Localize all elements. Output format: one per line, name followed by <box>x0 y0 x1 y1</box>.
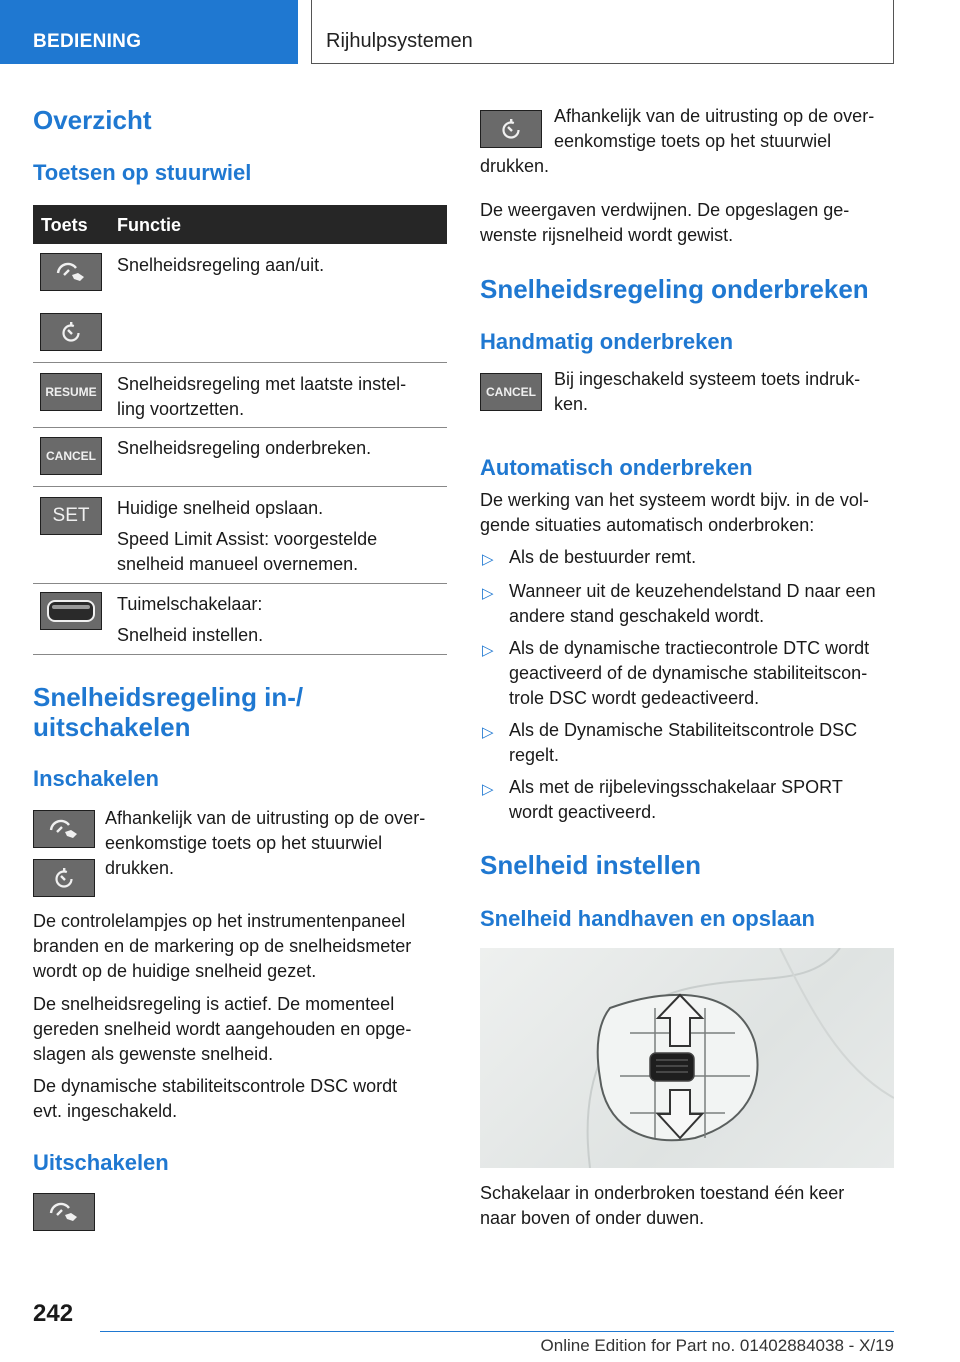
cancel-key <box>480 373 542 411</box>
text-line: geactiveerd of de dynamische stabiliteitscon- <box>509 663 868 683</box>
page-title: Overzicht <box>33 105 152 135</box>
row2-line1: Snelheidsregeling met laatste instel- <box>117 374 407 394</box>
section-pause-heading: Snelheidsregeling onderbreken <box>480 274 869 304</box>
inschakelen-p1 <box>105 806 425 881</box>
footer-edition: Online Edition for Part no. 01402884038 - X/19 <box>540 1336 894 1355</box>
inschakelen-p4 <box>33 1074 397 1124</box>
inschakelen-p3 <box>33 992 411 1067</box>
list-item <box>509 636 869 711</box>
text-line: De weergaven verdwijnen. De opgeslagen ge- <box>480 200 850 220</box>
uitschakelen-heading: Uitschakelen <box>33 1150 169 1175</box>
section-tab <box>0 0 298 64</box>
text-line: branden en de markering op de snelheidsmeter <box>33 936 412 956</box>
right-p1-a <box>554 104 874 154</box>
text-line: Schakelaar in onderbroken toestand één keer <box>480 1183 845 1203</box>
speedometer-icon <box>40 313 102 351</box>
text-line: Als de Dynamische Stabiliteitscontrole DSC <box>509 720 858 740</box>
text-line: Als met de rijbelevingsschakelaar SPORT <box>509 777 843 797</box>
table-divider <box>33 583 447 584</box>
chapter-label: Rijhulpsystemen <box>326 30 473 52</box>
text-line: ken. <box>554 394 589 414</box>
table-divider <box>33 654 447 655</box>
text-line: gereden snelheid wordt aangehouden en opge- <box>33 1019 412 1039</box>
cancel-key <box>40 437 102 475</box>
steering-wheel-illustration <box>480 948 894 1168</box>
speedometer-hand-icon <box>33 1193 95 1231</box>
section-speed-heading: Snelheid instellen <box>480 850 702 880</box>
text-line: trole DSC wordt gedeactiveerd. <box>509 688 760 708</box>
text-line: drukken. <box>105 858 175 878</box>
text-line: Als de dynamische tractiecontrole DTC wordt <box>509 638 870 658</box>
footer-divider <box>100 1331 894 1332</box>
set-key-label: SET <box>52 505 90 526</box>
manual-text <box>554 367 860 417</box>
list-item <box>509 718 857 768</box>
row2-text <box>117 372 406 422</box>
auto-heading: Automatisch onderbreken <box>480 455 753 480</box>
cancel-key-label: CANCEL <box>46 449 96 463</box>
text-line: De dynamische stabiliteitscontrole DSC wordt <box>33 1076 398 1096</box>
list-item <box>509 545 696 570</box>
subtitle-keys: Toetsen op stuurwiel <box>33 160 252 185</box>
list-item <box>509 775 843 825</box>
row4-line3: snelheid manueel overnemen. <box>117 554 359 574</box>
text-line: andere stand geschakeld wordt. <box>509 606 765 626</box>
text-line: wordt geactiveerd. <box>509 802 657 822</box>
row1-text <box>117 253 324 278</box>
speedometer-hand-icon <box>33 810 95 848</box>
text-line: wenste rijsnelheid wordt gewist. <box>480 225 734 245</box>
manual-heading: Handmatig onderbreken <box>480 329 734 354</box>
row5-line2: Snelheid instellen. <box>117 625 264 645</box>
row2-line2: ling voortzetten. <box>117 399 245 419</box>
text-line: Als de bestuurder remt. <box>509 547 697 567</box>
text-line: evt. ingeschakeld. <box>33 1101 178 1121</box>
text-line: De snelheidsregeling is actief. De momenteel <box>33 994 395 1014</box>
row4-line2: Speed Limit Assist: voorgestelde <box>117 529 378 549</box>
text-line: slagen als gewenste snelheid. <box>33 1044 274 1064</box>
speedometer-icon <box>33 859 95 897</box>
text-line: Afhankelijk van de uitrusting op de over- <box>554 106 875 126</box>
text-line: De controlelampjes op het instrumentenpaneel <box>33 911 406 931</box>
resume-key-label: RESUME <box>45 385 97 399</box>
text-line: Bij ingeschakeld systeem toets indruk- <box>554 369 861 389</box>
auto-intro <box>480 488 869 538</box>
table-divider <box>33 427 447 428</box>
row1-line: Snelheidsregeling aan/uit. <box>117 255 325 275</box>
table-divider <box>33 486 447 487</box>
col-functie: Functie <box>117 215 182 235</box>
list-item <box>509 579 876 629</box>
section-onoff-heading <box>33 682 303 742</box>
text-line: gende situaties automatisch onderbroken: <box>480 515 815 535</box>
speedometer-icon <box>480 110 542 148</box>
row4-text <box>117 496 377 577</box>
row5-line1: Tuimelschakelaar: <box>117 594 263 614</box>
cancel-key-label: CANCEL <box>486 385 536 399</box>
section-label: BEDIENING <box>33 31 142 52</box>
row4-line1: Huidige snelheid opslaan. <box>117 498 324 518</box>
right-p2 <box>480 198 849 248</box>
text-line: eenkomstige toets op het stuurwiel <box>554 131 832 151</box>
text-line: eenkomstige toets op het stuurwiel <box>105 833 383 853</box>
rocker-switch-icon <box>40 592 102 630</box>
section-onoff-line1: Snelheidsregeling in-/ <box>33 682 304 712</box>
row3-line: Snelheidsregeling onderbreken. <box>117 438 372 458</box>
hold-heading: Snelheid handhaven en opslaan <box>480 906 815 931</box>
bullet-icon: ▷ <box>482 781 494 798</box>
text-line: De werking van het systeem wordt bijv. in de vol- <box>480 490 869 510</box>
text-line: regelt. <box>509 745 560 765</box>
page-number: 242 <box>33 1300 74 1327</box>
inschakelen-heading: Inschakelen <box>33 766 159 791</box>
bullet-icon: ▷ <box>482 585 494 602</box>
table-divider <box>33 362 447 363</box>
illustration-caption <box>480 1181 844 1231</box>
right-p1-b: drukken. <box>480 156 550 176</box>
row5-text <box>117 592 263 648</box>
row3-text <box>117 436 371 461</box>
text-line: wordt op de huidige snelheid gezet. <box>33 961 317 981</box>
text-line: naar boven of onder duwen. <box>480 1208 705 1228</box>
col-toets: Toets <box>41 215 88 235</box>
speedometer-hand-icon <box>40 253 102 291</box>
inschakelen-p2 <box>33 909 411 984</box>
resume-key <box>40 373 102 411</box>
table-header <box>33 205 447 244</box>
bullet-icon: ▷ <box>482 551 494 568</box>
text-line: Afhankelijk van de uitrusting op de over- <box>105 808 426 828</box>
text-line: Wanneer uit de keuzehendelstand D naar een <box>509 581 876 601</box>
set-key <box>40 497 102 535</box>
bullet-icon: ▷ <box>482 724 494 741</box>
section-onoff-line2: uitschakelen <box>33 712 191 742</box>
chapter-tab <box>311 0 894 64</box>
bullet-icon: ▷ <box>482 642 494 659</box>
